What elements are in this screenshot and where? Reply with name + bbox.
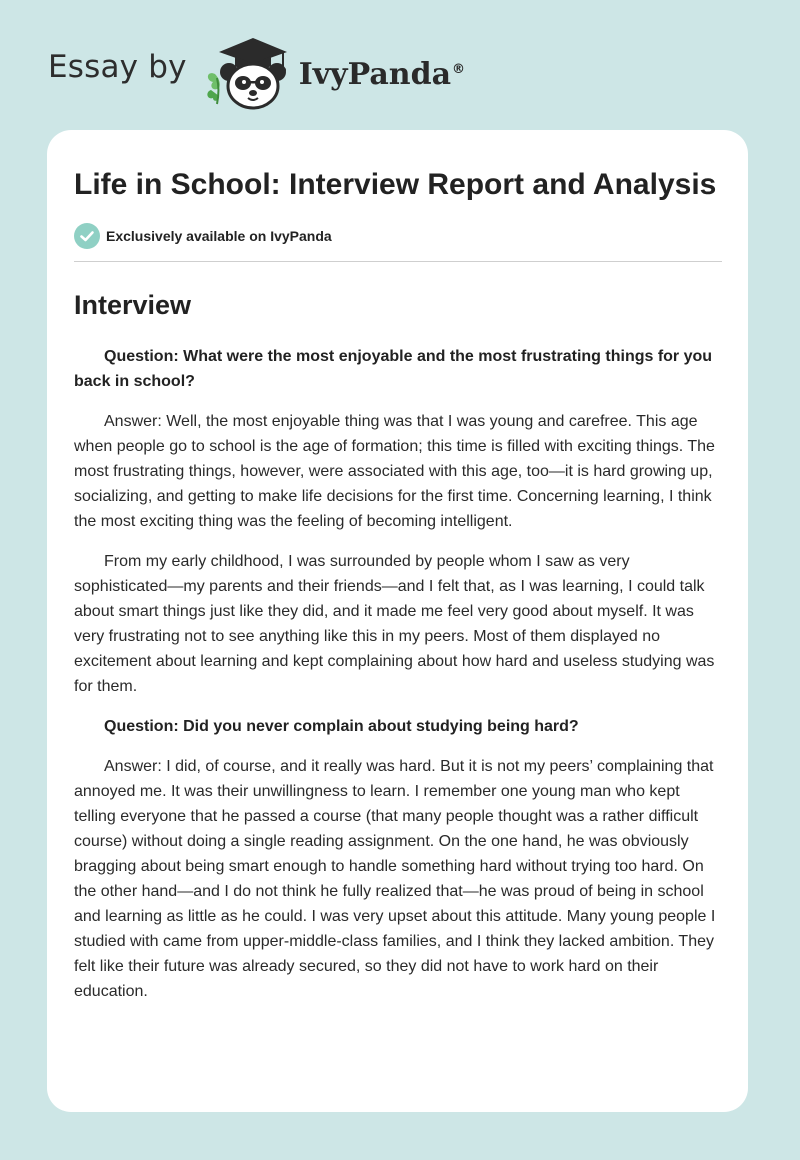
brand-name	[299, 57, 465, 92]
answer-paragraph: Answer: Well, the most enjoyable thing was that I was young and carefree. This age when people go to school is the age of formation; this time is filled with exciting things. The most frustrating things, however, were associated with this age, too—it is hard growing up, socializing, and getting to make life decisions for the first time. Concerning learning, I think the most exciting thing was the feeling of becoming intelligent.	[74, 413, 715, 530]
brand-header	[48, 34, 465, 110]
check-circle-icon	[74, 223, 100, 249]
panda-logo-icon	[201, 34, 293, 110]
answer-paragraph: From my early childhood, I was surrounded by people whom I saw as very sophisticated—my parents and their friends—and I felt that, as I was learning, I could talk about smart things just like they did, and it made me feel very good about myself. It was very frustrating not to see anything like this in my peers. Most of them displayed no excitement about learning and kept complaining about how hard and useless studying was for them.	[74, 553, 715, 695]
article-body	[74, 344, 722, 1004]
page-title: Life in School: Interview Report and Analysis	[74, 168, 717, 201]
question-paragraph: Question: Did you never complain about studying being hard?	[104, 718, 579, 735]
question-paragraph: Question: What were the most enjoyable and the most frustrating things for you back in school?	[74, 348, 713, 390]
brand-name-text: IvyPanda	[298, 56, 452, 92]
registered-mark: ®	[452, 61, 466, 77]
section-title: Interview	[74, 290, 192, 320]
exclusive-badge-label: Exclusively available on IvyPanda	[106, 228, 332, 244]
exclusive-badge	[74, 223, 722, 249]
brand-prefix: Essay by	[48, 49, 187, 85]
answer-paragraph: Answer: I did, of course, and it really was hard. But it is not my peers’ complaining that annoyed me. It was their unwillingness to learn. I remember one young man who kept telling everyone that he passed a course (that many people thought was a rather difficult course) without doing a single reading assignment. On the one hand, he was obviously bragging about being smart enough to handle something hard without trying too hard. On the other hand—and I do not think he fully realized that—he was proud of being in school and learning as little as he could. I was very upset about this attitude. Many young people I studied with came from upper-middle-class families, and I think they lacked ambition. They felt like their future was already secured, so they did not have to work hard on their education.	[74, 758, 716, 1000]
essay-card	[47, 130, 748, 1112]
title-divider	[74, 261, 722, 262]
